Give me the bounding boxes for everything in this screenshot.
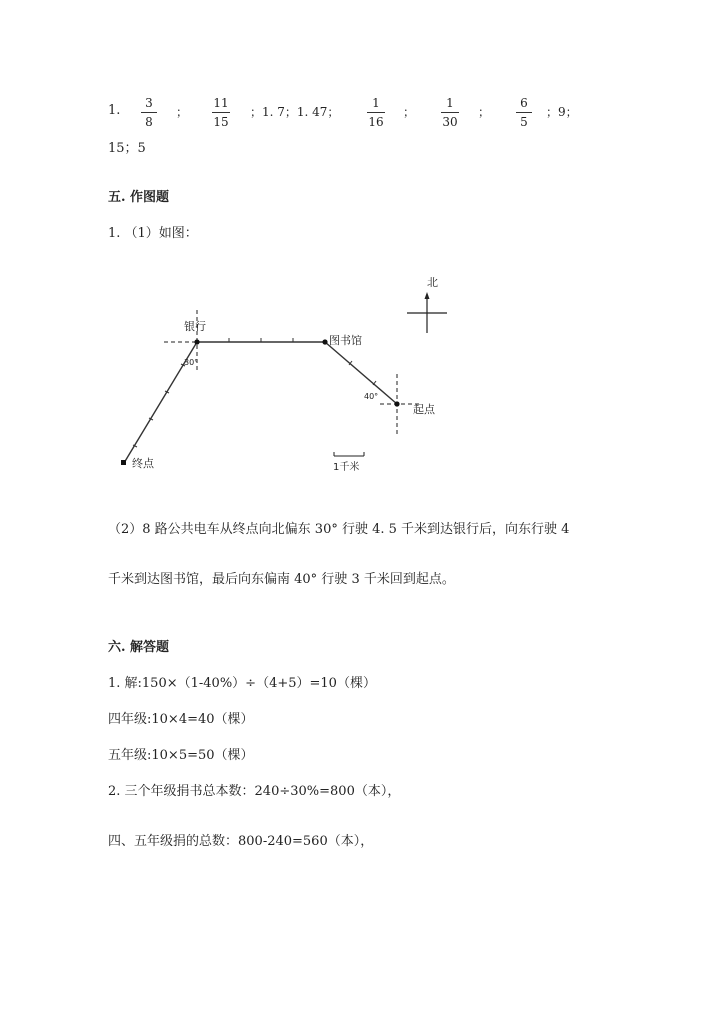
solution-line: 2. 三个年级捐书总本数：240÷30%=800（本）， xyxy=(108,784,401,799)
fraction-11-15: 11 15 xyxy=(213,96,229,129)
end-point xyxy=(121,460,126,465)
fraction-1-30: 1 30 xyxy=(442,96,458,129)
section5-item2-line1: （2）8 路公共电车从终点向北偏东 30° 行驶 4. 5 千米到达银行后，向东行驶 4 xyxy=(108,522,570,537)
scale-label: 1千米 xyxy=(333,462,360,473)
solution-line: 四年级:10×4=40（棵） xyxy=(108,712,254,727)
solution-line: 1. 解:150×（1-40%）÷（4+5）=10（棵） xyxy=(108,676,376,691)
route-figure xyxy=(100,270,460,480)
route-library-to-start xyxy=(325,342,397,404)
answer-number: 1. xyxy=(108,103,121,118)
bank-point xyxy=(194,339,199,344)
start-label: 起点 xyxy=(413,403,435,416)
library-label: 图书馆 xyxy=(329,334,362,347)
fraction-3-8: 3 8 xyxy=(141,96,157,129)
separator: ； xyxy=(478,105,491,119)
bank-label: 银行 xyxy=(184,320,206,333)
start-point xyxy=(394,401,399,406)
angle-30-label: 30° xyxy=(184,358,199,367)
solution-line: 五年级:10×5=50（棵） xyxy=(108,748,254,763)
north-label: 北 xyxy=(427,276,438,289)
north-arrow-icon xyxy=(425,292,430,299)
section6-title: 六. 解答题 xyxy=(108,640,170,655)
library-point xyxy=(322,339,327,344)
section5-item1: 1. （1）如图： xyxy=(108,226,198,241)
fraction-6-5: 6 5 xyxy=(516,96,532,129)
end-label: 终点 xyxy=(132,457,154,470)
separator: ； xyxy=(403,105,416,119)
section5-title: 五. 作图题 xyxy=(108,190,170,205)
decimal-answers: ；1. 7；1. 47； xyxy=(250,105,340,119)
fraction-1-16: 1 16 xyxy=(368,96,384,129)
angle-40-label: 40° xyxy=(364,392,379,401)
answers-line2: 15；5 xyxy=(108,141,146,156)
separator: ； xyxy=(176,105,189,119)
section5-item2-line2: 千米到达图书馆，最后向东偏南 40° 行驶 3 千米回到起点。 xyxy=(108,572,455,587)
answers-tail: ；9； xyxy=(546,105,578,119)
solution-line: 四、五年级捐的总数：800-240=560（本）， xyxy=(108,834,374,849)
